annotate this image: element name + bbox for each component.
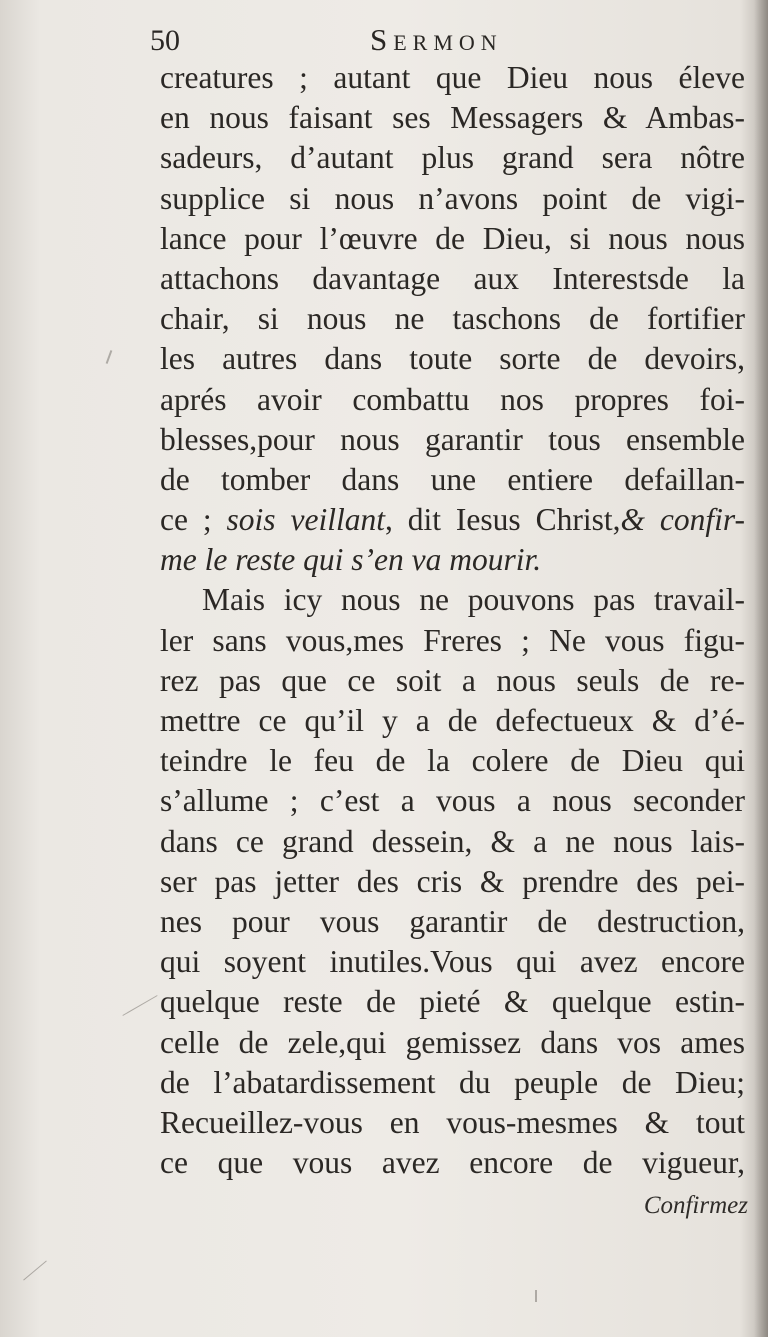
italic-quote: & confir- — [620, 502, 745, 538]
paper-speck — [122, 995, 157, 1016]
paper-speck — [106, 350, 113, 364]
text-line: rez pas que ce soit a nous seuls de re- — [160, 662, 745, 698]
paper-speck — [23, 1260, 47, 1280]
text-line: teindre le feu de la colere de Dieu qui — [160, 743, 745, 779]
text-line: dans ce grand dessein, & a ne nous lais- — [160, 823, 745, 859]
text-line: s’allume ; c’est a vous a nous seconder — [160, 783, 745, 819]
page-gutter-shadow — [754, 0, 768, 1337]
text-line: celle de zele,qui gemissez dans vos ames — [160, 1024, 745, 1060]
text-line: ce ; sois veillant, dit Iesus Christ,& confir- — [160, 502, 745, 538]
text-line: ler sans vous,mes Freres ; Ne vous figu- — [160, 622, 745, 658]
text-line: supplice si nous n’avons point de vigi- — [160, 180, 745, 216]
text-line: ser pas jetter des cris & prendre des pei- — [160, 863, 745, 899]
text-line: attachons davantage aux Interestsde la — [160, 260, 745, 296]
text-line: sadeurs, d’autant plus grand sera nôtre — [160, 140, 745, 176]
paragraph-start-line: Mais icy nous ne pouvons pas travail- — [202, 582, 745, 618]
text-line: aprés avoir combattu nos propres foi- — [160, 381, 745, 417]
text-line-italic: me le reste qui s’en va mourir. — [160, 542, 542, 578]
text-line: qui soyent inutiles.Vous qui avez encore — [160, 944, 745, 980]
text-line: de tomber dans une entiere defaillan- — [160, 461, 745, 497]
text-line: ce que vous avez encore de vigueur, — [160, 1145, 745, 1181]
text-line: chair, si nous ne taschons de fortifier — [160, 301, 745, 337]
text-line: Recueillez-vous en vous-mesmes & tout — [160, 1104, 745, 1140]
text-line: les autres dans toute sorte de devoirs, — [160, 341, 745, 377]
running-title: Sermon — [370, 22, 503, 57]
text-line: creatures ; autant que Dieu nous éleve — [160, 60, 745, 95]
text-line: lance pour l’œuvre de Dieu, si nous nous — [160, 220, 745, 256]
text-line: mettre ce qu’il y a de defectueux & d’é- — [160, 703, 745, 738]
paper-speck — [535, 1290, 537, 1302]
text-line: nes pour vous garantir de destruction, — [160, 903, 745, 939]
page-number: 50 — [150, 24, 180, 57]
catchword: Confirmez — [643, 1192, 748, 1219]
italic-quote: sois veillant — [226, 502, 385, 538]
text-line: blesses,pour nous garantir tous ensemble — [160, 421, 745, 457]
sermon-text-block — [160, 58, 745, 1183]
text-line: en nous faisant ses Messagers & Ambas- — [160, 100, 745, 136]
text-line: quelque reste de pieté & quelque estin- — [160, 984, 745, 1020]
page-header — [150, 22, 560, 62]
text-line: de l’abatardissement du peuple de Dieu; — [160, 1064, 745, 1100]
